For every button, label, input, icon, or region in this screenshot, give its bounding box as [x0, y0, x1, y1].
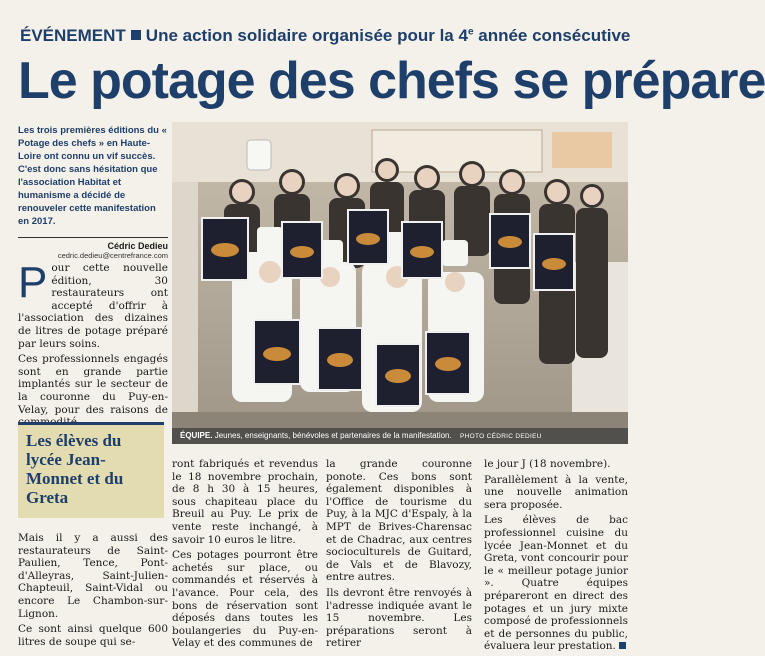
- end-mark-icon: [619, 642, 626, 649]
- sidebar-box: Les élèves du lycée Jean-Monnet et du Greta: [18, 422, 164, 518]
- body-paragraph: le jour J (18 novembre).: [484, 458, 611, 470]
- body-paragraph: la grande couronne ponote. Ces bons sont également disponibles à l'Office de tourisme du Puy, à la MJC d'Espaly, à la MPT de Brives-Charensac et de Chadrac, aux centres socioculturels de Guitard, de Vals et de Blavozy, entre autres.: [326, 458, 472, 584]
- body-column-1-bottom: [18, 532, 168, 651]
- kicker: [20, 26, 630, 46]
- byline: [18, 237, 168, 260]
- photo-caption: [172, 428, 628, 444]
- body-paragraph: [18, 258, 168, 350]
- body-paragraph: ront fabriqués et revendus le 18 novembre prochain, de 8 h 30 à 15 heures, sous chapiteau place du Breuil au Puy. Le prix de vente reste inchangé, à savoir 10 euros le litre.: [172, 458, 318, 546]
- body-column-3: [326, 458, 472, 653]
- body-paragraph: Ce sont ainsi quelque 600 litres de soupe qui se-: [18, 623, 168, 648]
- body-text: our cette nouvelle édition, 30 restaurateurs ont accepté d'offrir à l'association des dizaines de litres de potage préparé par leurs soins.: [18, 262, 168, 350]
- group-photo: [172, 122, 628, 444]
- kicker-tag: ÉVÉNEMENT: [20, 26, 126, 45]
- group-photo-image: [172, 122, 628, 444]
- body-paragraph: Mais il y a aussi des restaurateurs de Saint-Paulien, Tence, Pont-d'Alleyras, Saint-Julien-Chapteuil, Saint-Vidal ou encore Le Chambon-sur-Lignon.: [18, 532, 168, 620]
- body-paragraph: Parallèlement à la vente, une nouvelle animation sera proposée.: [484, 473, 628, 511]
- byline-email[interactable]: cedric.dedieu@centrefrance.com: [57, 251, 168, 260]
- byline-author: Cédric Dedieu: [107, 241, 168, 251]
- kicker-sup: e: [467, 26, 474, 38]
- photo-credit: PHOTO CÉDRIC DEDIEU: [459, 433, 542, 440]
- caption-label: ÉQUIPE.: [180, 431, 213, 440]
- lead-paragraph: Les trois premières éditions du « Potage des chefs » en Haute-Loire ont connu un vif succès. C'est donc sans hésitation que l'association Habitat et humanisme a décidé de renouveler cette manifestation en 2017.: [18, 125, 167, 227]
- caption-text: Jeunes, enseignants, bénévoles et partenaires de la manifestation.: [214, 431, 452, 440]
- kicker-square-icon: [131, 30, 141, 40]
- body-paragraph: Ils devront être renvoyés à l'adresse indiquée avant le 15 novembre. Les préparations seront à retirer: [326, 586, 472, 650]
- body-paragraph: [484, 514, 628, 653]
- body-column-4: [484, 458, 628, 656]
- body-paragraph: Ces potages pourront être achetés sur place, ou commandés et réservés à l'avance. Pour cela, des bons de réservation sont déposés dans toutes les boulangeries du Puy-en-Velay et des communes de: [172, 549, 318, 650]
- body-column-1: [18, 258, 168, 432]
- dropcap: P: [18, 258, 48, 307]
- body-text: Les élèves de bac professionnel cuisine du lycée Jean-Monnet et du Greta, vont concourir pour le « meilleur potage junior ». Quatre équipes prépareront en direct des potages et un jury mixte composé de professionnels et de personnes du public, évaluera leur prestation.: [484, 514, 628, 653]
- headline: Le potage des chefs se prépare: [18, 52, 765, 110]
- kicker-text: Une action solidaire organisée pour la 4: [145, 26, 468, 45]
- body-paragraph: Ces professionnels engagés sont en grande partie implantés sur le secteur de la couronne du Puy-en-Velay, pour des raisons de: [18, 353, 168, 416]
- kicker-tail: année consécutive: [478, 26, 631, 45]
- body-column-2: [172, 458, 318, 653]
